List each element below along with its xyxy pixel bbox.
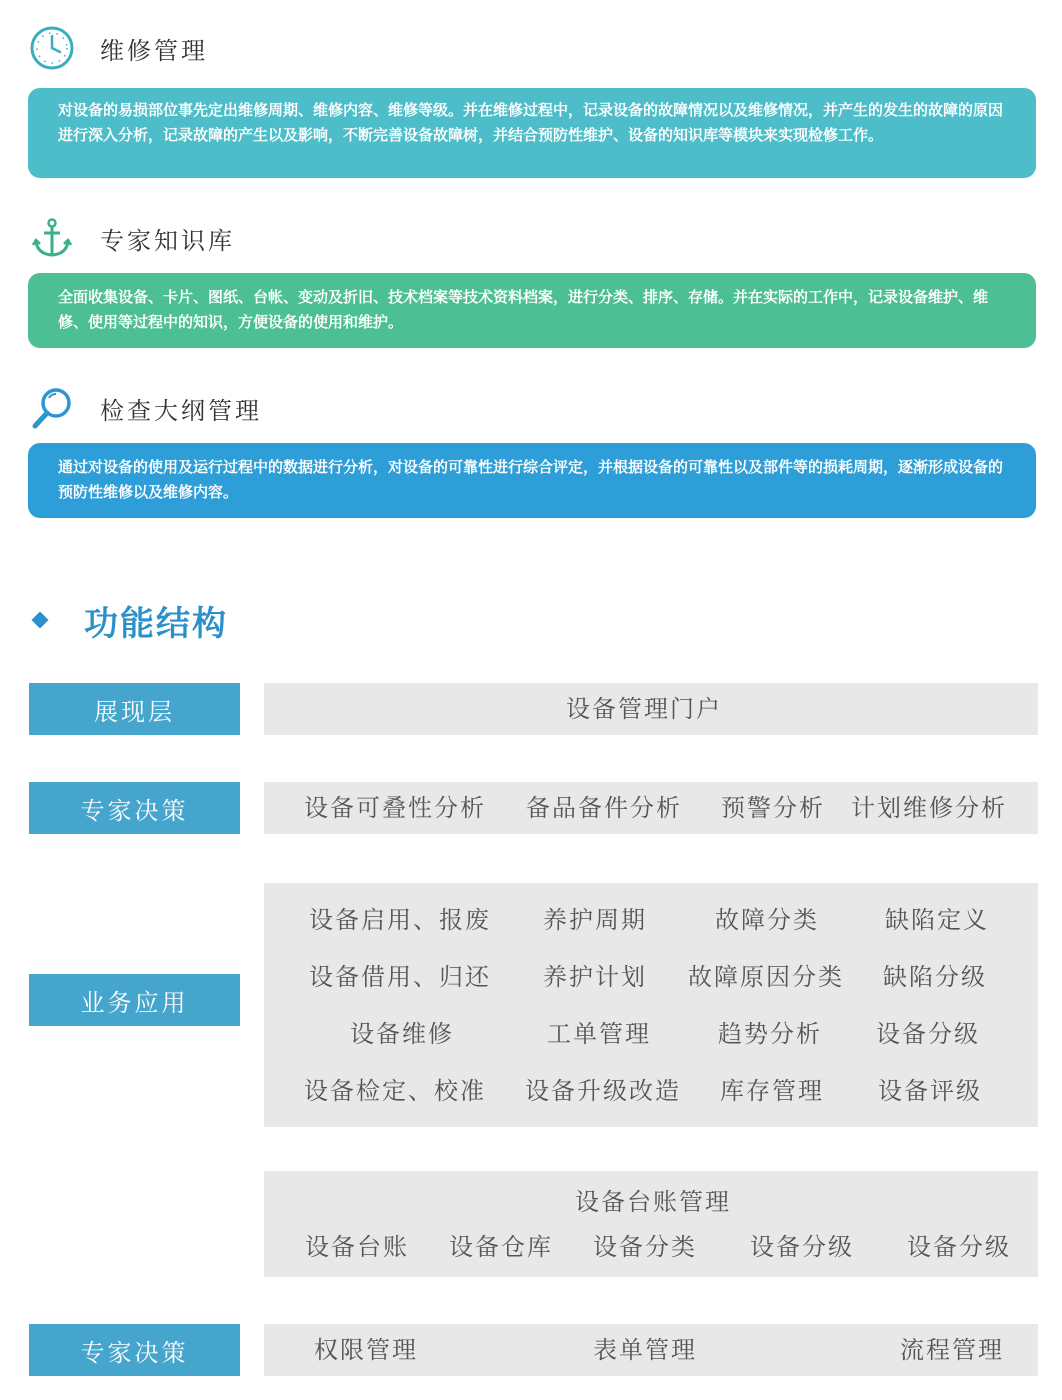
module-item: 故障分类 [715, 906, 819, 934]
module-item: 设备管理门户 [566, 695, 722, 723]
module-item: 计划维修分析 [851, 794, 1007, 822]
module-item: 趋势分析 [718, 1020, 822, 1048]
module-item: 设备仓库 [449, 1233, 553, 1261]
feature-title: 维修管理 [100, 36, 208, 65]
module-item: 预警分析 [721, 794, 825, 822]
layer-label-system: 专家决策 [29, 1324, 240, 1376]
layer-label-presentation: 展现层 [29, 683, 240, 735]
module-item: 表单管理 [593, 1336, 697, 1364]
module-item: 设备升级改造 [525, 1077, 681, 1105]
diamond-bullet-icon [32, 612, 49, 629]
layer-panel-system [264, 1324, 1038, 1376]
module-item: 设备启用、报废 [309, 906, 491, 934]
module-item: 养护周期 [543, 906, 647, 934]
module-item: 缺陷定义 [885, 906, 989, 934]
magnifier-icon [28, 384, 76, 432]
feature-header-maintenance [28, 24, 208, 72]
feature-header-knowledge-base [28, 214, 235, 262]
layer-label-business: 业务应用 [29, 974, 240, 1026]
module-item: 故障原因分类 [688, 963, 844, 991]
module-item: 设备台账 [305, 1233, 409, 1261]
module-item: 设备分类 [593, 1233, 697, 1261]
module-item: 设备检定、校准 [304, 1077, 486, 1105]
clock-icon [28, 24, 76, 72]
module-item: 备品备件分析 [526, 794, 682, 822]
ledger-title: 设备台账管理 [575, 1188, 731, 1216]
module-item: 设备评级 [878, 1077, 982, 1105]
module-item: 权限管理 [314, 1336, 418, 1364]
module-item: 养护计划 [543, 963, 647, 991]
layer-panel-expert [264, 782, 1038, 834]
anchor-icon [28, 214, 76, 262]
module-item: 设备分级 [876, 1020, 980, 1048]
feature-title: 专家知识库 [100, 226, 235, 255]
module-item: 库存管理 [720, 1077, 824, 1105]
layer-panel-business [264, 883, 1038, 1127]
module-item: 设备可叠性分析 [304, 794, 486, 822]
layer-label-expert: 专家决策 [29, 782, 240, 834]
module-item: 流程管理 [900, 1336, 1004, 1364]
feature-title: 检查大纲管理 [100, 396, 262, 425]
module-item: 设备分级 [907, 1233, 1011, 1261]
module-item: 设备维修 [350, 1020, 454, 1048]
feature-header-inspection [28, 384, 262, 432]
module-item: 工单管理 [547, 1020, 651, 1048]
section-title: 功能结构 [30, 592, 228, 648]
module-item: 缺陷分级 [883, 963, 987, 991]
module-item: 设备分级 [750, 1233, 854, 1261]
module-item: 设备借用、归还 [309, 963, 491, 991]
layer-panel-ledger [264, 1171, 1038, 1277]
feature-description-maintenance: 对设备的易损部位事先定出维修周期、维修内容、维修等级。并在维修过程中，记录设备的故障情况以及维修情况，并产生的发生的故障的原因进行深入分析，记录故障的产生以及影响，不断完善设备故障树，并结合预防性维护、设备的知识库等模块来实现检修工作。 [28, 88, 1036, 178]
feature-description-knowledge-base: 全面收集设备、卡片、图纸、台帐、变动及折旧、技术档案等技术资料档案，进行分类、排序、存储。并在实际的工作中，记录设备维护、维修、使用等过程中的知识，方便设备的使用和维护。 [28, 273, 1036, 348]
feature-description-inspection: 通过对设备的使用及运行过程中的数据进行分析，对设备的可靠性进行综合评定，并根据设备的可靠性以及部件等的损耗周期，逐渐形成设备的预防性维修以及维修内容。 [28, 443, 1036, 518]
layer-panel-presentation [264, 683, 1038, 735]
